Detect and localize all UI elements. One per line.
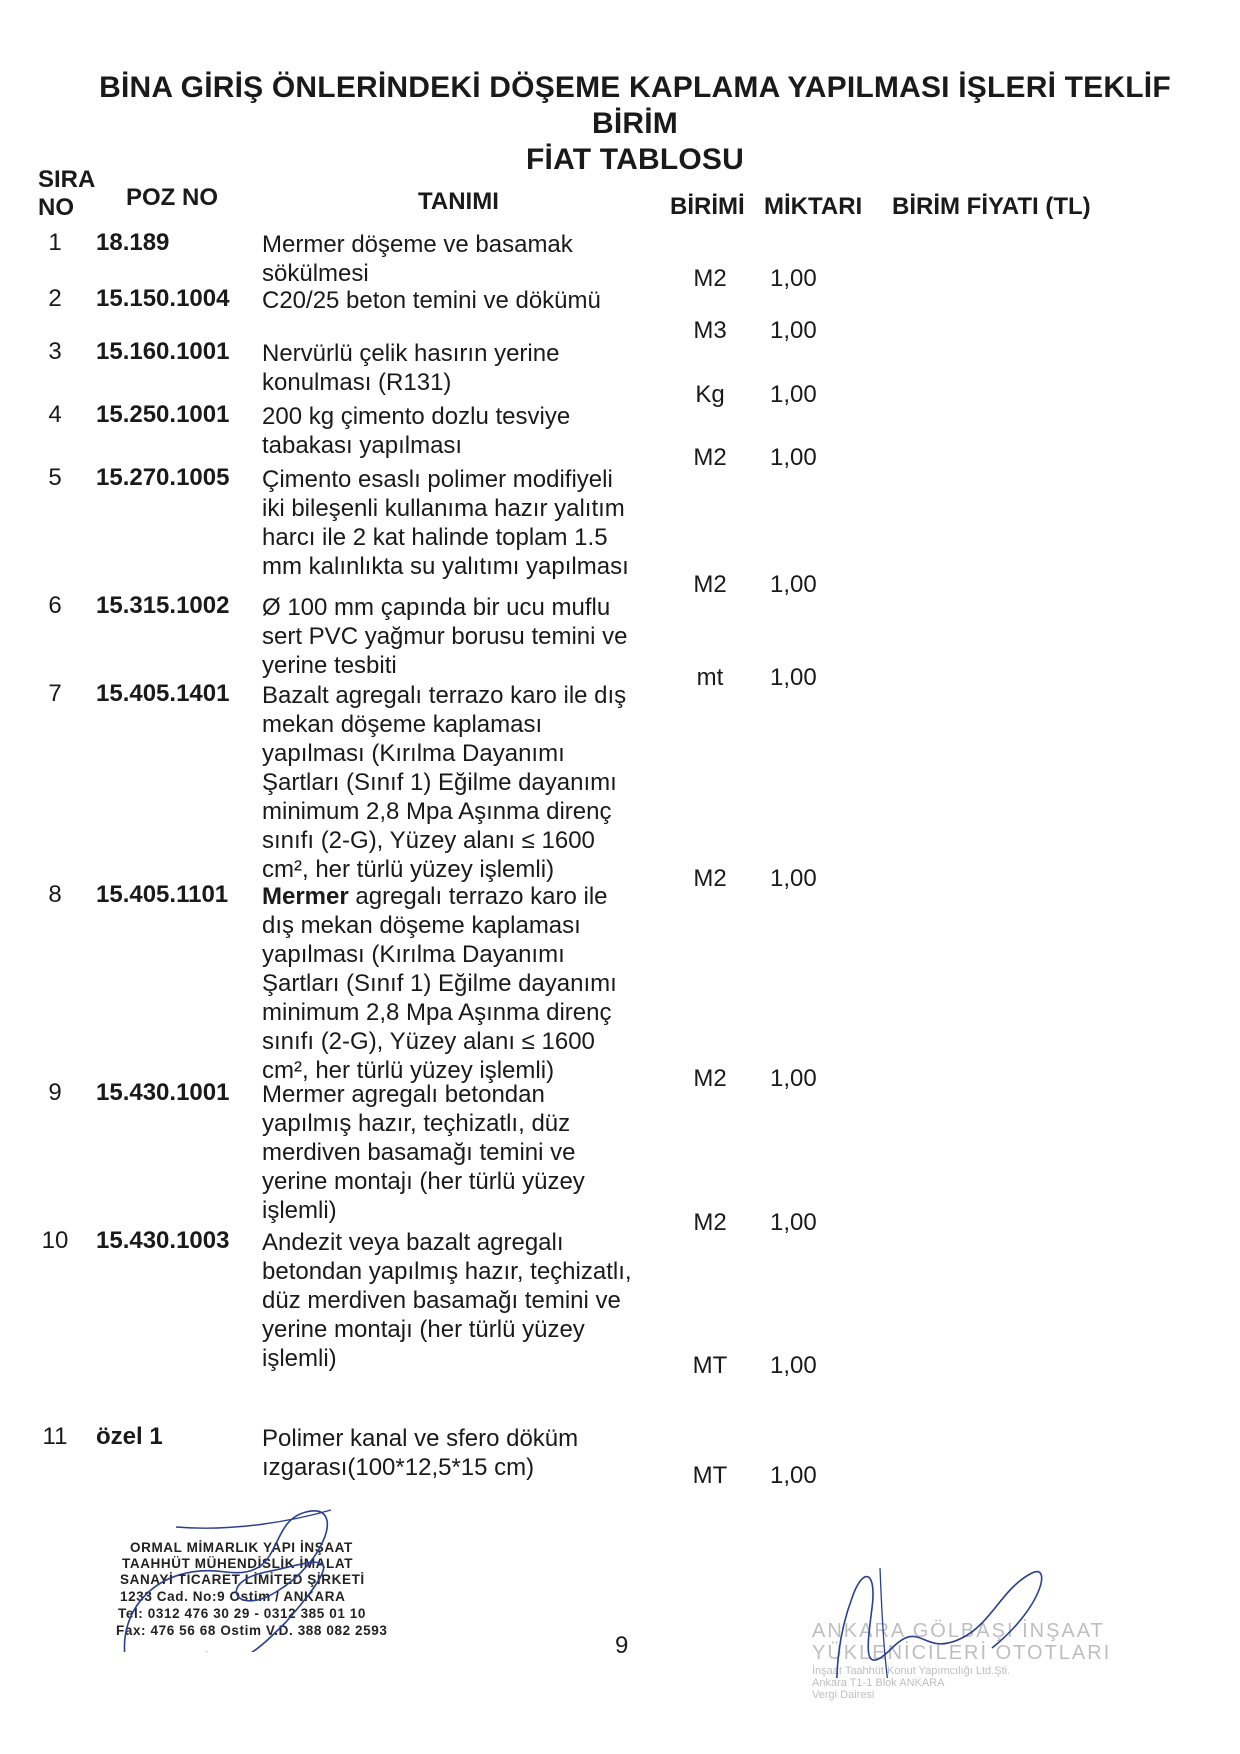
stamp-left-line: 1233 Cad. No:9 Ostim / ANKARA <box>120 1589 346 1604</box>
document-title <box>60 70 1210 178</box>
row-description <box>262 1228 662 1373</box>
description-line: mm kalınlıkta su yalıtımı yapılması <box>262 553 629 580</box>
description-line: yapılması (Kırılma Dayanımı <box>262 740 565 767</box>
row-poz-no: 15.405.1401 <box>96 680 230 707</box>
row-poz-no: 15.405.1101 <box>96 881 229 908</box>
description-bold-word: Mermer <box>262 883 349 910</box>
signature-left <box>116 1502 416 1652</box>
row-poz-no: özel 1 <box>96 1423 163 1450</box>
description-line: sınıfı (2-G), Yüzey alanı ≤ 1600 <box>262 1028 595 1055</box>
row-number: 10 <box>41 1227 69 1254</box>
header-birim: BİRİMİ <box>670 193 745 220</box>
description-line: yerine tesbiti <box>262 652 397 679</box>
row-number: 5 <box>48 464 62 491</box>
header-miktar: MİKTARI <box>764 193 863 220</box>
description-line: merdiven basamağı temini ve <box>262 1139 576 1166</box>
page-number: 9 <box>615 1632 629 1659</box>
description-line: Şartları (Sınıf 1) Eğilme dayanımı <box>262 970 617 997</box>
row-number: 11 <box>42 1423 68 1450</box>
header-fiyat: BİRİM FİYATI (TL) <box>892 193 1091 220</box>
description-line: yapılması (Kırılma Dayanımı <box>262 941 565 968</box>
row-number: 6 <box>48 592 62 619</box>
description-text: agregalı terrazo karo ile <box>348 883 608 910</box>
row-number: 4 <box>48 401 62 428</box>
stamp-left-line: Fax: 476 56 68 Ostim V.D. 388 082 2593 <box>116 1623 388 1638</box>
description-line: Mermer agregalı betondan <box>262 1081 545 1108</box>
stamp-left-line: TAAHHÜT MÜHENDİSLİK İMALAT <box>122 1556 354 1571</box>
row-unit: M3 <box>693 317 727 344</box>
row-unit: mt <box>696 664 724 691</box>
stamp-left-line: Tel: 0312 476 30 29 - 0312 385 01 10 <box>118 1606 367 1621</box>
title-line-2: FİAT TABLOSU <box>526 143 744 176</box>
row-unit: M2 <box>693 444 727 471</box>
description-line: Çimento esaslı polimer modifiyeli <box>262 466 613 493</box>
row-description <box>262 402 662 460</box>
header-sira-line1: SIRA <box>38 166 96 193</box>
description-line: mekan döşeme kaplaması <box>262 711 543 738</box>
stamp-right-line: ANKARA GÖLBAŞI İNŞAAT <box>812 1620 1105 1642</box>
description-line: işlemli) <box>262 1345 337 1372</box>
signature-right <box>792 1528 1082 1678</box>
stamp-right-line: Ankara T1-1 Blok ANKARA <box>812 1677 945 1689</box>
description-line: yapılmış hazır, teçhizatlı, düz <box>262 1110 571 1137</box>
row-poz-no: 15.150.1004 <box>96 285 230 312</box>
row-quantity: 1,00 <box>770 265 817 292</box>
row-description <box>262 681 662 884</box>
row-unit: MT <box>692 1352 728 1379</box>
description-line: işlemli) <box>262 1197 337 1224</box>
description-line: tabakası yapılması <box>262 432 463 459</box>
row-poz-no: 15.160.1001 <box>96 338 230 365</box>
row-description <box>262 882 662 1085</box>
description-line: düz merdiven basamağı temini ve <box>262 1287 621 1314</box>
description-line: 200 kg çimento dozlu tesviye <box>262 403 571 430</box>
description-line: minimum 2,8 Mpa Aşınma direnç <box>262 798 612 825</box>
header-poz: POZ NO <box>126 184 219 211</box>
row-quantity: 1,00 <box>770 381 817 408</box>
row-number: 1 <box>48 229 62 256</box>
stamp-left-line: ORMAL MİMARLIK YAPI İNŞAAT <box>130 1540 353 1555</box>
row-quantity: 1,00 <box>770 444 817 471</box>
row-description <box>262 465 662 581</box>
description-line: yerine montajı (her türlü yüzey <box>262 1316 585 1343</box>
stamp-right-line: İnşaat Taahhüt Konut Yapımcılığı Ltd.Şti. <box>812 1665 1011 1677</box>
company-stamp-right <box>812 1618 1112 1701</box>
company-stamp-left <box>116 1532 416 1682</box>
row-poz-no: 15.430.1003 <box>96 1227 230 1254</box>
description-line: Şartları (Sınıf 1) Eğilme dayanımı <box>262 769 617 796</box>
row-unit: MT <box>692 1462 728 1489</box>
row-description <box>262 593 662 680</box>
description-line: Polimer kanal ve sfero döküm <box>262 1425 579 1452</box>
description-line: konulması (R131) <box>262 369 452 396</box>
row-quantity: 1,00 <box>770 1209 817 1236</box>
row-unit: Kg <box>695 381 725 408</box>
stamp-left-line: SANAYİ TİCARET LİMİTED ŞİRKETİ <box>120 1572 365 1587</box>
row-unit: M2 <box>693 1065 727 1092</box>
row-number: 3 <box>48 338 62 365</box>
description-line: yerine montajı (her türlü yüzey <box>262 1168 585 1195</box>
row-poz-no: 15.270.1005 <box>96 464 230 491</box>
row-quantity: 1,00 <box>770 317 817 344</box>
description-line: harcı ile 2 kat halinde toplam 1.5 <box>262 524 608 551</box>
stamp-right-line: YÜKLENİCİLERİ OTOTLARI <box>812 1642 1112 1664</box>
description-line: dış mekan döşeme kaplaması <box>262 912 581 939</box>
row-quantity: 1,00 <box>770 1462 817 1489</box>
header-sira-line2: NO <box>38 194 74 221</box>
row-poz-no: 15.430.1001 <box>96 1079 230 1106</box>
description-line: iki bileşenli kullanıma hazır yalıtım <box>262 495 625 522</box>
row-unit: M2 <box>693 865 727 892</box>
row-poz-no: 15.250.1001 <box>96 401 230 428</box>
header-tanim: TANIMI <box>418 188 499 215</box>
row-number: 7 <box>48 680 62 707</box>
row-unit: M2 <box>693 1209 727 1236</box>
description-line: betondan yapılmış hazır, teçhizatlı, <box>262 1258 632 1285</box>
row-description <box>262 230 662 288</box>
description-line: Andezit veya bazalt agregalı <box>262 1229 564 1256</box>
description-line: sınıfı (2-G), Yüzey alanı ≤ 1600 <box>262 827 595 854</box>
description-line: cm², her türlü yüzey işlemli) <box>262 1057 555 1084</box>
row-number: 8 <box>48 881 62 908</box>
row-unit: M2 <box>693 571 727 598</box>
description-line: Nervürlü çelik hasırın yerine <box>262 340 560 367</box>
header-sira <box>38 166 95 222</box>
row-quantity: 1,00 <box>770 1352 817 1379</box>
row-unit: M2 <box>693 265 727 292</box>
description-line: sökülmesi <box>262 260 369 287</box>
description-line: C20/25 beton temini ve dökümü <box>262 287 601 314</box>
row-number: 2 <box>48 285 62 312</box>
row-number: 9 <box>48 1079 62 1106</box>
title-line-1: BİNA GİRİŞ ÖNLERİNDEKİ DÖŞEME KAPLAMA YAPILMASI İŞLERİ TEKLİF BİRİM <box>99 71 1171 140</box>
stamp-right-line: Vergi Dairesi <box>812 1689 875 1701</box>
row-description <box>262 1080 662 1225</box>
description-line: Mermer döşeme ve basamak <box>262 231 573 258</box>
description-line: sert PVC yağmur borusu temini ve <box>262 623 628 650</box>
row-description <box>262 286 662 315</box>
row-poz-no: 15.315.1002 <box>96 592 230 619</box>
description-line: cm², her türlü yüzey işlemli) <box>262 856 555 883</box>
row-quantity: 1,00 <box>770 571 817 598</box>
description-line: Bazalt agregalı terrazo karo ile dış <box>262 682 627 709</box>
description-line <box>262 882 662 911</box>
row-poz-no: 18.189 <box>96 229 170 256</box>
description-line: minimum 2,8 Mpa Aşınma direnç <box>262 999 612 1026</box>
row-quantity: 1,00 <box>770 865 817 892</box>
row-quantity: 1,00 <box>770 664 817 691</box>
description-line: Ø 100 mm çapında bir ucu muflu <box>262 594 611 621</box>
row-quantity: 1,00 <box>770 1065 817 1092</box>
description-line: ızgarası(100*12,5*15 cm) <box>262 1454 535 1481</box>
row-description <box>262 339 662 397</box>
row-description <box>262 1424 662 1482</box>
